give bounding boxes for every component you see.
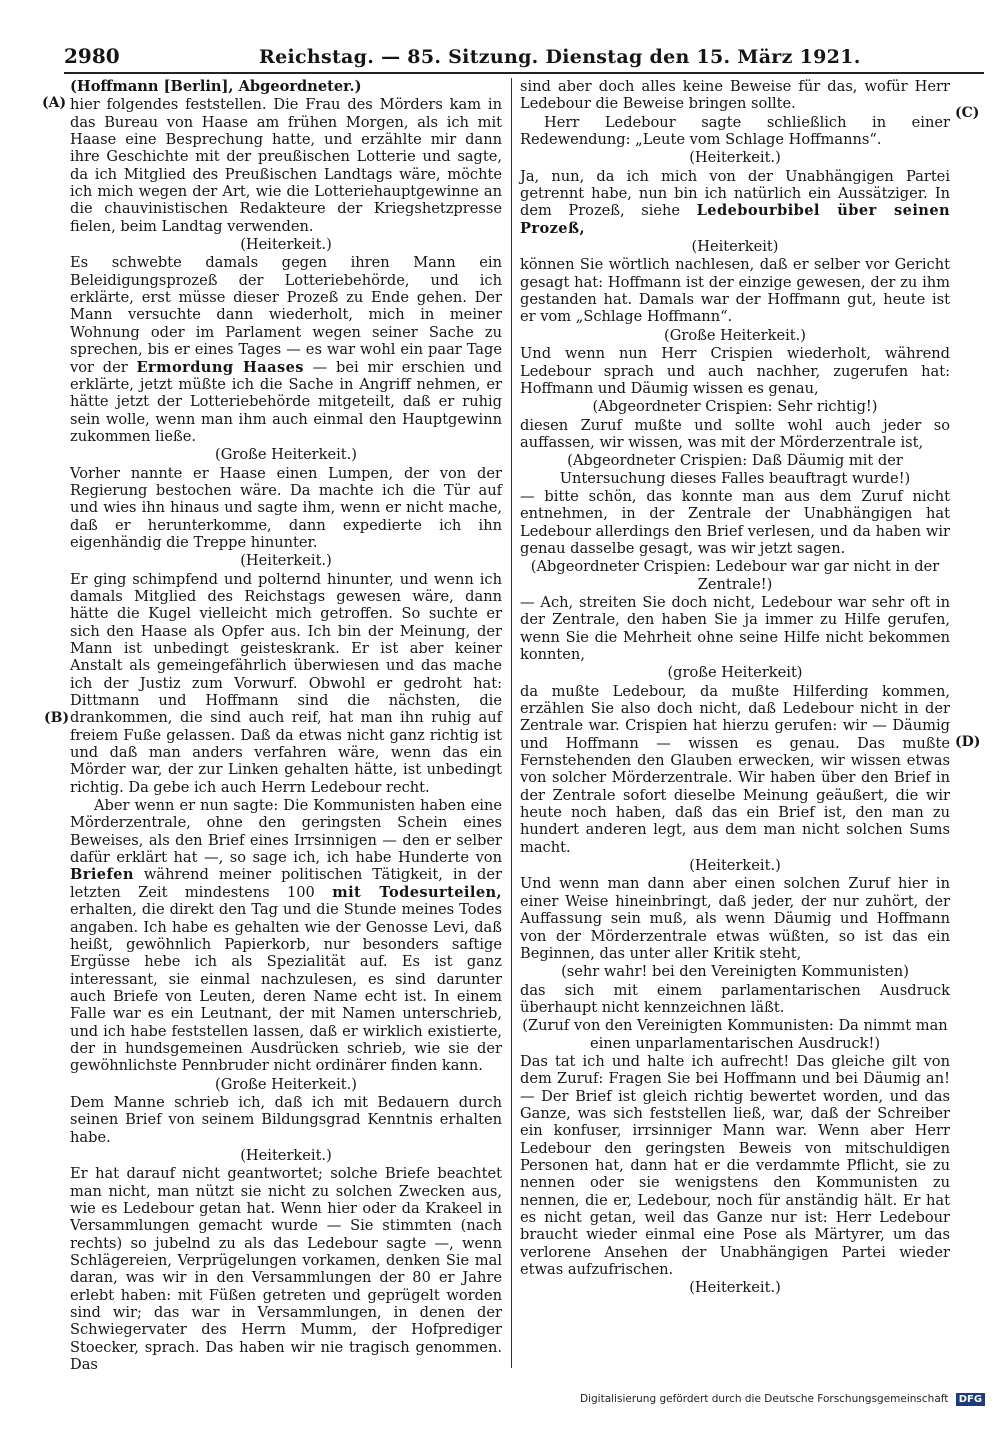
reaction: (Große Heiterkeit.): [215, 446, 357, 464]
reaction: (Heiterkeit.): [689, 857, 781, 875]
dfg-logo: DFG: [956, 1393, 985, 1406]
reaction: (Heiterkeit): [691, 238, 779, 256]
paragraph: da mußte Ledebour, da mußte Hilferding kommen, erzählen Sie also doch nicht, daß Ledebour nicht in der Zentrale war. Crispien hat hierzu gerufen: wir — Däumig und Hoffmann — wissen es genau. Das mußte Fernstehenden den Glauben erwecken, wir wissen etwas von solcher Mörderzentrale. Wir haben über den Brief in der Zentrale sofort dieselbe Meinung geäußert, die wir heute noch haben, daß das ein Brief ist, den man zu hundert anderen legt, aus dem man nicht solchen Sums macht.: [520, 682, 950, 856]
emphasis: Ledebourbibel über seinen Prozeß,: [520, 202, 951, 237]
column-divider: [511, 78, 512, 1368]
emphasis: mit Todesurteilen,: [332, 883, 502, 901]
right-column: [520, 78, 950, 1298]
interjection: (sehr wahr! bei den Vereinigten Kommunisten): [561, 963, 909, 981]
paragraph: Und wenn man dann aber einen solchen Zuruf hier in einer Weise hineinbringt, daß jeder, der nur zuhört, der Auffassung sein muß, als wenn Däumig und Hoffmann von der Mörderzentrale etwas wüßten, so ist das ein Beginnen, das unter aller Kritik steht,: [520, 875, 950, 962]
interjection: (Abgeordneter Crispien: Ledebour war gar nicht in der Zentrale!): [530, 558, 940, 593]
speaker-label: (Hoffmann [Berlin], Abgeordneter.): [70, 78, 362, 95]
reaction: (Heiterkeit.): [240, 552, 332, 570]
reaction: (Heiterkeit.): [689, 1279, 781, 1297]
emphasis: Ermordung Haases: [136, 358, 304, 376]
paragraph: — bitte schön, das konnte man aus dem Zuruf nicht entnehmen, in der Zentrale der Unabhängigen hat Ledebour allerdings den Brief verlesen, und da haben wir genau dasselbe gesagt, was wir jetzt sagen.: [520, 487, 950, 557]
running-title: Reichstag. — 85. Sitzung. Dienstag den 15. März 1921.: [259, 46, 861, 68]
paragraph: Er ging schimpfend und polternd hinunter, und wenn ich damals Mitglied des Reichstags gewesen wäre, dann hätte die Kugel vielleicht mich getroffen. So suchte er sich den Haase als Opfer aus. Ich bin der Meinung, der Mann ist unbedingt geisteskrank. Er ist aber keiner Anstalt als gemeingefährlich überwiesen und das mache ich der Justiz zum Vorwurf. Obwohl er gedroht hat: Dittmann und Hoffmann sind die nächsten, die drankommen, die sind auch reif, hat man ihn ruhig auf freiem Fuße gelassen. Daß da etwas nicht ganz richtig ist und daß man anders verfahren wäre, wenn das ein Mörder war, der zur Linken gehalten hätte, ist unbedingt richtig. Da gebe ich auch Herrn Ledebour recht.: [70, 570, 502, 796]
credit-text: Digitalisierung gefördert durch die Deutsche Forschungsgemeinschaft: [580, 1393, 949, 1405]
interjection: (Zuruf von den Vereinigten Kommunisten: Da nimmt man einen unparlamentarischen Ausdruck!): [522, 1017, 948, 1052]
paragraph: Es schwebte damals gegen ihren Mann ein Beleidigungsprozeß der Lotteriebehörde, und ich erklärte, erst müsse dieser Prozeß zu Ende gehen. Der Mann versuchte dann wiederholt, mich in meiner Wohnung oder im Parlament wegen seiner Sache zu sprechen, bis er eines Tages — es war wohl ein paar Tage vor der Ermordung Haases — bei mir erschien und erklärte, jetzt müßte ich die Sache in Angriff nehmen, er hätte jetzt der Lotteriebehörde mitgeteilt, daß er ruhig sein wolle, wenn man ihm auch einmal den Hauptgewinn zukommen ließe.: [70, 254, 502, 445]
interjection: (Abgeordneter Crispien: Sehr richtig!): [592, 398, 878, 416]
paragraph: Ja, nun, da ich mich von der Unabhängigen Partei getrennt habe, nun bin ich natürlich ein Aussätziger. In dem Prozeß, siehe Ledebourbibel über seinen Prozeß,: [520, 167, 951, 237]
paragraph: können Sie wörtlich nachlesen, daß er selber vor Gericht gesagt hat: Hoffmann ist der einzige gewesen, der zu ihm gestanden hat. Damals war der Hoffmann gut, heute ist er vom „Schlage Hoffmann“.: [520, 256, 950, 326]
reaction: (Heiterkeit.): [689, 149, 781, 167]
page-header: [64, 44, 984, 70]
reaction: (Heiterkeit.): [240, 1146, 332, 1164]
margin-mark-a: (A): [42, 95, 67, 111]
reaction: (große Heiterkeit): [667, 664, 803, 682]
margin-mark-d: (D): [955, 734, 981, 750]
paragraph: Aber wenn er nun sagte: Die Kommunisten haben eine Mörderzentrale, ohne den geringsten Schein eines Beweises, als den Brief eines Irrsinnigen — den er selber dafür erklärt hat —, so sage ich, ich habe Hunderte von Briefen während meiner politischen Tätigkeit, in der letzten Zeit mindestens 100 mit Todesurteilen, erhalten, die direkt den Tag und die Stunde meines Todes angaben. Ich habe es gehalten wie der Genosse Levi, daß heißt, gewöhnlich Papierkorb, nur besonders saftige Ergüsse hebe ich als Spezialität auf. Es ist ganz interessant, sie einmal nachzulesen, es sind darunter auch Briefe von Leuten, deren Name echt ist. In einem Falle war es ein Leutnant, der mit Namen unterschrieb, und ich habe feststellen lassen, daß er wirklich existierte, der in hundsgemeinen Ausdrücken schrieb, wie sie der gewöhnlichste Pennbruder nicht ordinärer finden kann.: [70, 797, 503, 1075]
paragraph: Das tat ich und halte ich aufrecht! Das gleiche gilt von dem Zuruf: Fragen Sie bei Hoffmann und bei Däumig an! — Der Brief ist gleich richtig bewertet worden, und das Ganze, was sich feststellen ließ, war, daß der Schreiber ein konfuser, irrsinniger Mann war. Wenn aber Herr Ledebour den geringsten Beweis von mitschuldigen Personen hat, dann hat er die verdammte Pflicht, sie zu nennen oder sie wenigstens den Kommunisten zu nennen, die er, Ledebour, noch für anständig hält. Er hat es nicht getan, weil das Ganze nur ist: Herr Ledebour braucht wieder einmal eine Pose als Märtyrer, um das verlorene Ansehen der Unabhängigen Partei wieder etwas aufzufrischen.: [520, 1052, 950, 1279]
paragraph: Vorher nannte er Haase einen Lumpen, der von der Regierung bestochen wäre. Da machte ich die Tür auf und wies ihn hinaus und sagte ihm, wenn er nicht mache, daß er herunterkomme, dann expedierte ich ihn eigenhändig die Treppe hinunter.: [70, 464, 502, 551]
reaction: (Heiterkeit.): [240, 236, 332, 254]
paragraph: das sich mit einem parlamentarischen Ausdruck überhaupt nicht kennzeichnen läßt.: [520, 981, 950, 1016]
interjection: (Abgeordneter Crispien: Daß Däumig mit der Untersuchung dieses Falles beauftragt wurde!): [559, 452, 911, 487]
page-number: 2980: [64, 44, 120, 68]
paragraph: hier folgendes feststellen. Die Frau des Mörders kam in das Bureau von Haase am frühen Morgen, als ich mit Haase eine Besprechung hatte, und erzählte mir dann ihre Geschichte mit der preußischen Lotterie und sagte, da ich Mitglied des Preußischen Landtags wäre, möchte ich mich wegen der Art, wie die Lotteriehauptgewinne an die chauvinistischen Redakteure der Kriegshetzpresse fielen, beim Landtag verwenden.: [70, 96, 502, 235]
left-column: [70, 78, 502, 1374]
paragraph: Dem Manne schrieb ich, daß ich mit Bedauern durch seinen Brief von seinem Bildungsgrad Kenntnis erhalten habe.: [70, 1093, 502, 1146]
paragraph: Herr Ledebour sagte schließlich in einer Redewendung: „Leute vom Schlage Hoffmanns“.: [520, 113, 950, 149]
paragraph: diesen Zuruf mußte und sollte wohl auch jeder so auffassen, wir wissen, was mit der Mörderzentrale ist,: [520, 416, 950, 451]
header-rule: [64, 72, 984, 74]
digitization-credit: [580, 1393, 983, 1406]
paragraph: — Ach, streiten Sie doch nicht, Ledebour war sehr oft in der Zentrale, den haben Sie ja immer zu Hilfe gerufen, wenn Sie die Mehrheit ohne seine Hilfe nicht bekommen konnten,: [520, 593, 950, 663]
reaction: (Große Heiterkeit.): [664, 326, 806, 344]
margin-mark-c: (C): [955, 105, 980, 121]
paragraph: Er hat darauf nicht geantwortet; solche Briefe beachtet man nicht, man nützt sie nicht zu solchen Zwecken aus, wie es Ledebour getan hat. Wenn hier oder da Krakeel in Versammlungen gemacht wurde — Sie stimmten (nach rechts) so jubelnd zu als das Ledebour sagte —, wenn Schlägereien, Verprügelungen vorkamen, denken Sie mal daran, was wir in den Versammlungen der 80 er Jahre erlebt haben: mit Füßen getreten und geprügelt worden sind wir; das war in Versammlungen, in denen der Schwiegervater des Herrn Mumm, der Hofprediger Stoecker, sprach. Das haben wir nie tragisch genommen. Das: [70, 1165, 502, 1374]
margin-mark-b: (B): [44, 710, 70, 726]
reaction: (Große Heiterkeit.): [215, 1075, 357, 1093]
emphasis: Briefen: [70, 866, 134, 884]
paragraph: sind aber doch alles keine Beweise für das, wofür Herr Ledebour die Beweise bringen sollte.: [520, 78, 950, 113]
paragraph: Und wenn nun Herr Crispien wiederholt, während Ledebour sprach und auch nachher, zugerufen hat: Hoffmann und Däumig wissen es genau,: [520, 345, 950, 397]
